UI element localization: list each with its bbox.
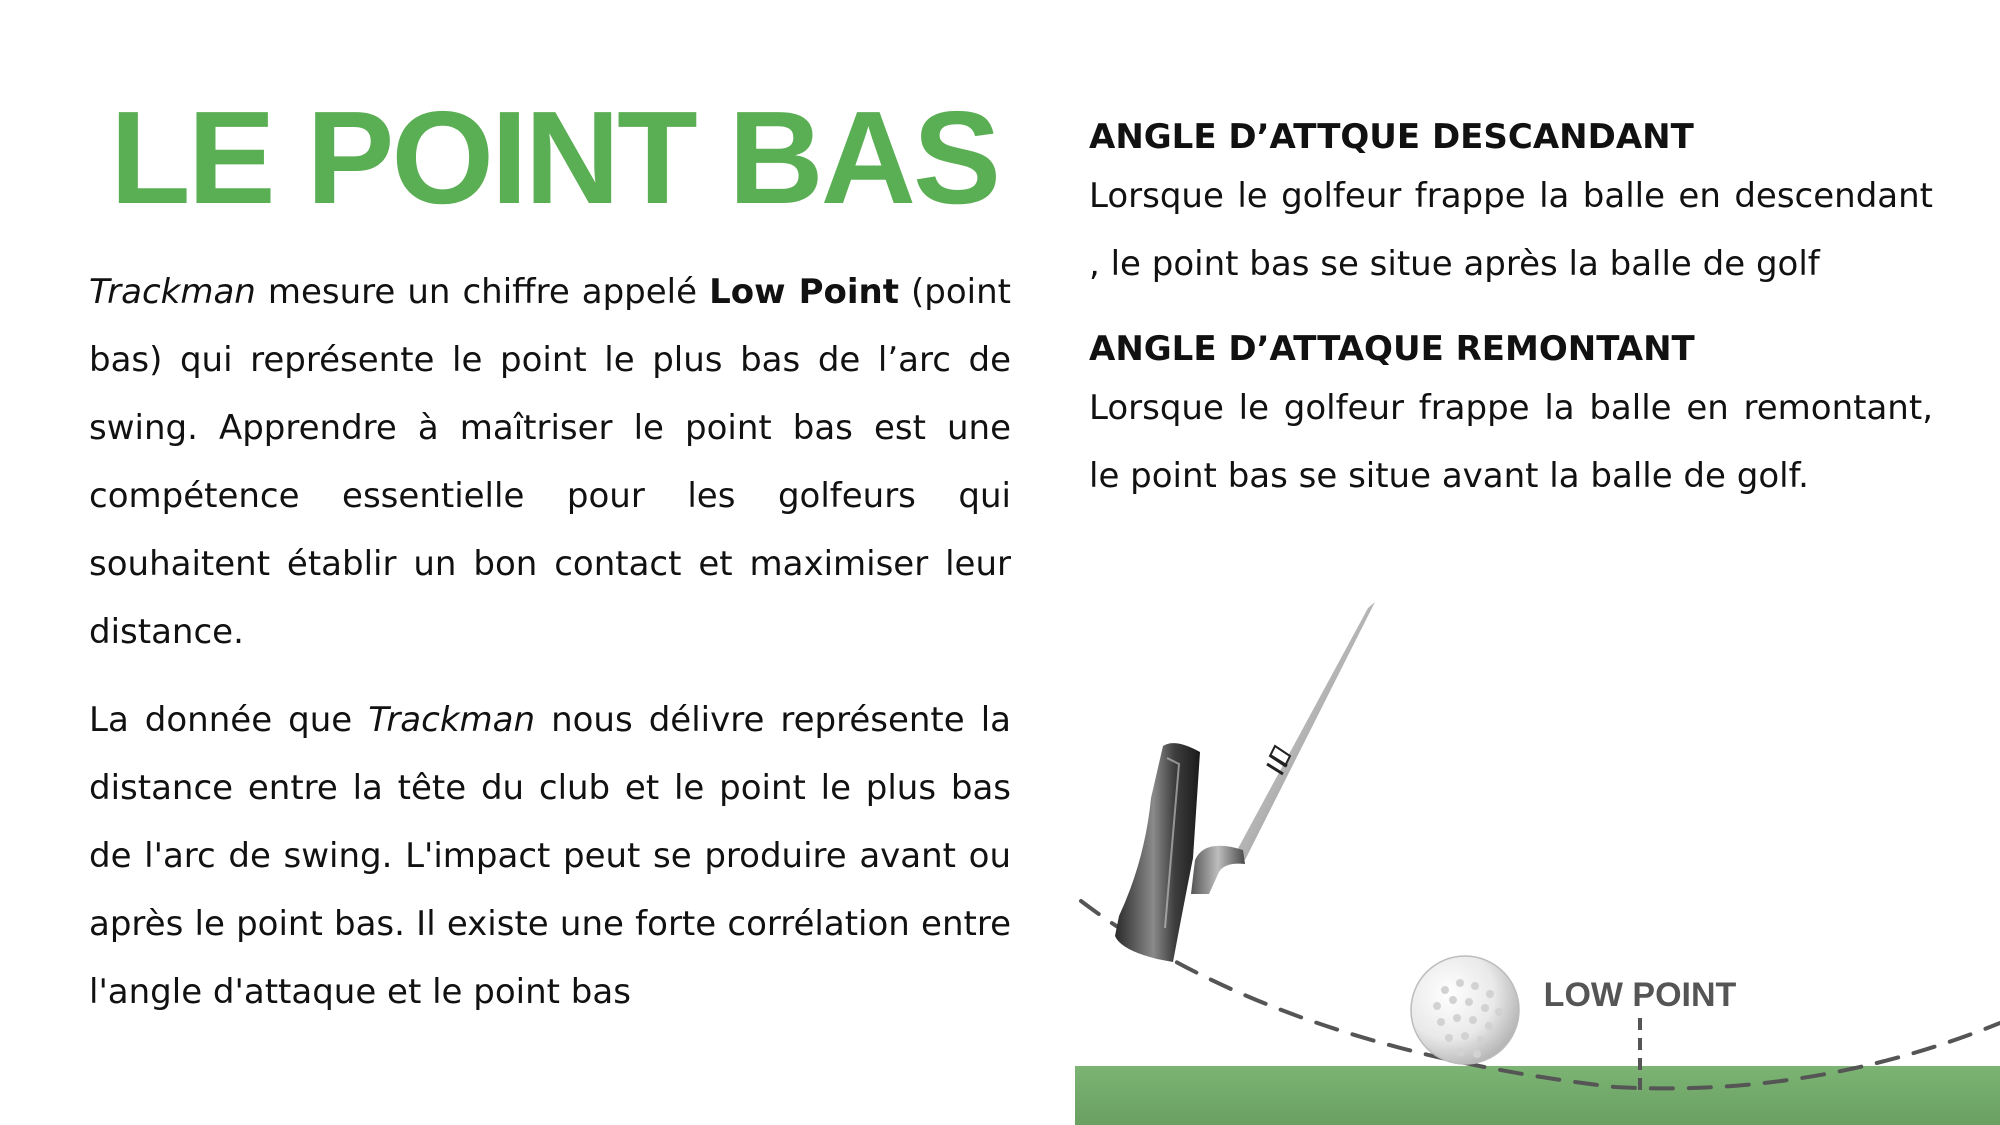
brand-name: Trackman	[368, 700, 536, 740]
trackman-paragraph	[89, 686, 1011, 1026]
page-title: LE POINT BAS	[110, 84, 999, 231]
golf-club-icon	[1115, 602, 1375, 962]
swing-arc	[1081, 901, 2000, 1088]
golf-ball-icon	[1411, 956, 1519, 1064]
low-point-illustration	[1075, 598, 2000, 1125]
low-point-label: LOW POINT	[1543, 976, 1737, 1014]
intro-column	[89, 258, 1011, 1026]
brand-name: Trackman	[89, 272, 256, 312]
angles-column	[1089, 112, 1933, 510]
section-text: Lorsque le golfeur frappe la balle en descendant , le point bas se situe après la balle de golf	[1089, 176, 1933, 284]
text-run: mesure un chiffre appelé	[255, 272, 710, 312]
text-run: (point bas) qui représente le point le plus bas de l’arc de swing. Apprendre à maîtriser le point bas est une compétence essentielle pour les golfeurs qui souhaitent établir un bon contact et maximiser leur distance.	[89, 272, 1011, 652]
ascending-angle-section	[1089, 324, 1933, 510]
low-point-term: Low Point	[709, 272, 899, 312]
text-run: nous délivre représente la distance entre la tête du club et le point le plus bas de l'arc de swing. L'impact peut se produire avant ou après le point bas. Il existe une forte corrélation entre l'angle d'attaque et le point bas	[89, 700, 1011, 1012]
text-run: La donnée que	[89, 700, 369, 740]
descending-angle-section	[1089, 112, 1933, 298]
intro-paragraph	[89, 258, 1011, 666]
section-heading: ANGLE D’ATTAQUE REMONTANT	[1089, 329, 1695, 369]
section-text: Lorsque le golfeur frappe la balle en remontant, le point bas se situe avant la balle de golf.	[1089, 388, 1933, 496]
section-heading: ANGLE D’ATTQUE DESCANDANT	[1089, 117, 1694, 157]
